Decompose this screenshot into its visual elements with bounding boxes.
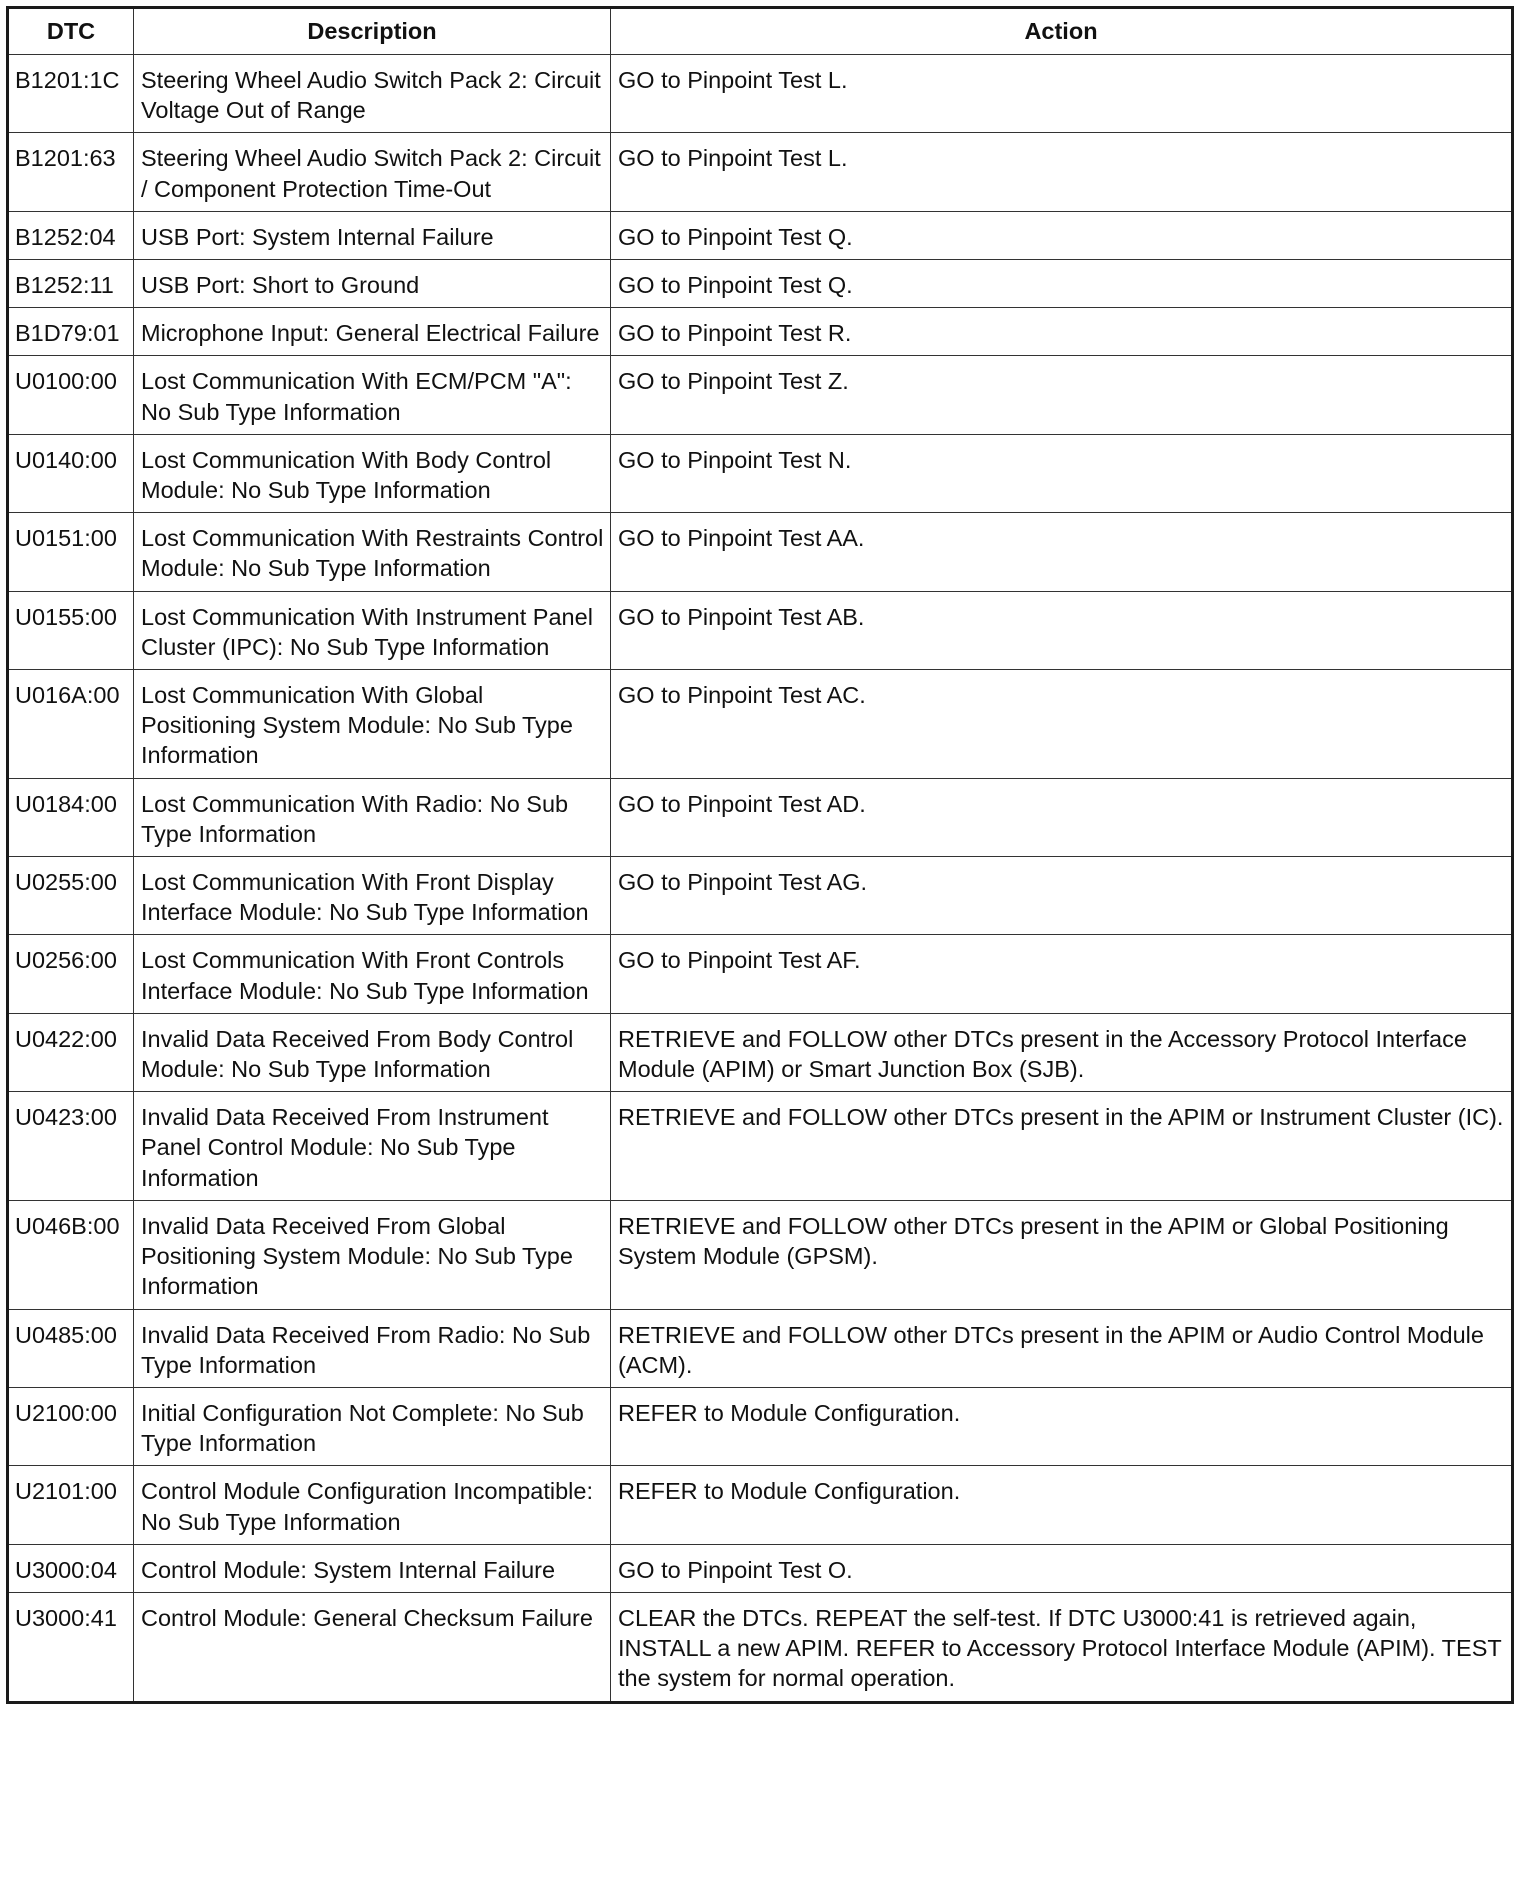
description-cell: Lost Communication With ECM/PCM "A": No Sub Type Information <box>134 356 611 434</box>
description-cell: Control Module Configuration Incompatible: No Sub Type Information <box>134 1466 611 1544</box>
table-row <box>8 211 1513 259</box>
dtc-code-cell: B1252:11 <box>8 260 134 308</box>
description-cell: Invalid Data Received From Instrument Panel Control Module: No Sub Type Information <box>134 1092 611 1201</box>
action-cell: GO to Pinpoint Test L. <box>611 55 1513 133</box>
table-row <box>8 55 1513 133</box>
description-cell: Initial Configuration Not Complete: No Sub Type Information <box>134 1387 611 1465</box>
dtc-code-cell: U2100:00 <box>8 1387 134 1465</box>
table-row <box>8 670 1513 779</box>
description-cell: Invalid Data Received From Radio: No Sub Type Information <box>134 1309 611 1387</box>
description-cell: Lost Communication With Restraints Control Module: No Sub Type Information <box>134 513 611 591</box>
action-cell: GO to Pinpoint Test Q. <box>611 211 1513 259</box>
table-body <box>8 55 1513 1703</box>
action-cell: GO to Pinpoint Test Q. <box>611 260 1513 308</box>
header-dtc: DTC <box>8 8 134 55</box>
table-row <box>8 434 1513 512</box>
description-cell: Lost Communication With Front Controls Interface Module: No Sub Type Information <box>134 935 611 1013</box>
table-row <box>8 513 1513 591</box>
description-cell: Lost Communication With Body Control Module: No Sub Type Information <box>134 434 611 512</box>
table-header <box>8 8 1513 55</box>
table-row <box>8 1387 1513 1465</box>
dtc-code-cell: U3000:04 <box>8 1544 134 1592</box>
action-cell: GO to Pinpoint Test L. <box>611 133 1513 211</box>
table-row <box>8 1309 1513 1387</box>
description-cell: Microphone Input: General Electrical Failure <box>134 308 611 356</box>
description-cell: USB Port: Short to Ground <box>134 260 611 308</box>
action-cell: GO to Pinpoint Test AD. <box>611 778 1513 856</box>
description-cell: USB Port: System Internal Failure <box>134 211 611 259</box>
table-row <box>8 1544 1513 1592</box>
action-cell: GO to Pinpoint Test O. <box>611 1544 1513 1592</box>
header-description: Description <box>134 8 611 55</box>
description-cell: Control Module: System Internal Failure <box>134 1544 611 1592</box>
table-row <box>8 1592 1513 1702</box>
dtc-code-cell: U3000:41 <box>8 1592 134 1702</box>
table-row <box>8 1200 1513 1309</box>
dtc-code-cell: U0155:00 <box>8 591 134 669</box>
table-row <box>8 1466 1513 1544</box>
action-cell: RETRIEVE and FOLLOW other DTCs present in the Accessory Protocol Interface Module (APIM) or Smart Junction Box (SJB). <box>611 1013 1513 1091</box>
dtc-code-cell: U0255:00 <box>8 857 134 935</box>
description-cell: Invalid Data Received From Global Positioning System Module: No Sub Type Information <box>134 1200 611 1309</box>
dtc-code-cell: B1201:1C <box>8 55 134 133</box>
dtc-code-cell: B1D79:01 <box>8 308 134 356</box>
dtc-code-cell: U0485:00 <box>8 1309 134 1387</box>
dtc-code-cell: B1201:63 <box>8 133 134 211</box>
description-cell: Steering Wheel Audio Switch Pack 2: Circuit Voltage Out of Range <box>134 55 611 133</box>
action-cell: GO to Pinpoint Test AF. <box>611 935 1513 1013</box>
header-action: Action <box>611 8 1513 55</box>
table-row <box>8 1092 1513 1201</box>
action-cell: GO to Pinpoint Test AB. <box>611 591 1513 669</box>
description-cell: Lost Communication With Front Display Interface Module: No Sub Type Information <box>134 857 611 935</box>
description-cell: Invalid Data Received From Body Control Module: No Sub Type Information <box>134 1013 611 1091</box>
description-cell: Lost Communication With Radio: No Sub Type Information <box>134 778 611 856</box>
action-cell: RETRIEVE and FOLLOW other DTCs present in the APIM or Instrument Cluster (IC). <box>611 1092 1513 1201</box>
table-row <box>8 857 1513 935</box>
dtc-code-cell: U0423:00 <box>8 1092 134 1201</box>
action-cell: CLEAR the DTCs. REPEAT the self-test. If DTC U3000:41 is retrieved again, INSTALL a new APIM. REFER to Accessory Protocol Interface Module (APIM). TEST the system for normal operation. <box>611 1592 1513 1702</box>
action-cell: RETRIEVE and FOLLOW other DTCs present in the APIM or Global Positioning System Module (GPSM). <box>611 1200 1513 1309</box>
table-row <box>8 260 1513 308</box>
description-cell: Lost Communication With Global Positioning System Module: No Sub Type Information <box>134 670 611 779</box>
dtc-code-cell: U0140:00 <box>8 434 134 512</box>
action-cell: GO to Pinpoint Test AC. <box>611 670 1513 779</box>
dtc-code-cell: U0256:00 <box>8 935 134 1013</box>
table-row <box>8 133 1513 211</box>
table-row <box>8 308 1513 356</box>
dtc-code-cell: U2101:00 <box>8 1466 134 1544</box>
action-cell: GO to Pinpoint Test N. <box>611 434 1513 512</box>
action-cell: GO to Pinpoint Test AA. <box>611 513 1513 591</box>
table-row <box>8 778 1513 856</box>
action-cell: RETRIEVE and FOLLOW other DTCs present in the APIM or Audio Control Module (ACM). <box>611 1309 1513 1387</box>
action-cell: REFER to Module Configuration. <box>611 1387 1513 1465</box>
dtc-code-cell: B1252:04 <box>8 211 134 259</box>
dtc-code-cell: U0422:00 <box>8 1013 134 1091</box>
action-cell: GO to Pinpoint Test AG. <box>611 857 1513 935</box>
action-cell: GO to Pinpoint Test Z. <box>611 356 1513 434</box>
dtc-code-cell: U016A:00 <box>8 670 134 779</box>
description-cell: Lost Communication With Instrument Panel Cluster (IPC): No Sub Type Information <box>134 591 611 669</box>
dtc-code-cell: U0184:00 <box>8 778 134 856</box>
table-row <box>8 591 1513 669</box>
dtc-code-cell: U0100:00 <box>8 356 134 434</box>
table-row <box>8 1013 1513 1091</box>
dtc-code-cell: U0151:00 <box>8 513 134 591</box>
header-row <box>8 8 1513 55</box>
dtc-code-cell: U046B:00 <box>8 1200 134 1309</box>
table-row <box>8 935 1513 1013</box>
table-row <box>8 356 1513 434</box>
action-cell: REFER to Module Configuration. <box>611 1466 1513 1544</box>
description-cell: Control Module: General Checksum Failure <box>134 1592 611 1702</box>
description-cell: Steering Wheel Audio Switch Pack 2: Circuit / Component Protection Time-Out <box>134 133 611 211</box>
dtc-table <box>6 6 1514 1704</box>
action-cell: GO to Pinpoint Test R. <box>611 308 1513 356</box>
